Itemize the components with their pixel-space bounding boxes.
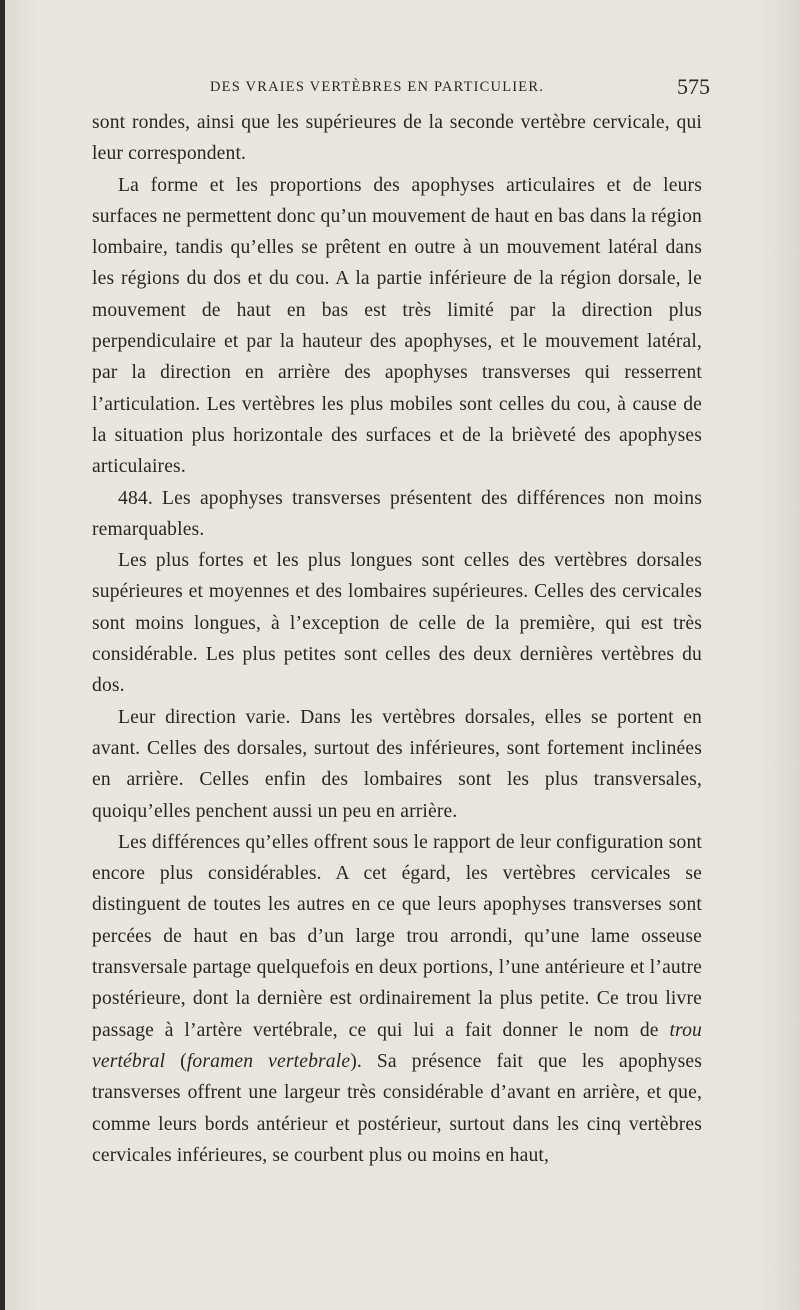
paragraph-6-text-middle: ( — [165, 1050, 187, 1072]
paragraph-6 — [92, 827, 702, 1171]
paragraph-6-text-before: Les différences qu’elles offrent sous le rapport de leur configuration sont encore plus considérables. A cet égard, les vertèbres cervicales se distinguent de toutes les autres en ce que leurs apophyses transverses sont percées de haut en bas d’un large trou arrondi, qu’une lame osseuse transversale partage quelquefois en deux portions, l’une antérieure et l’autre postérieure, dont la dernière est ordinairement la plus petite. Ce trou livre passage à l’artère vertébrale, ce qui lui a fait donner le nom de — [92, 831, 702, 1041]
page-header — [210, 74, 710, 102]
running-title: DES VRAIES VERTÈBRES EN PARTICULIER. — [210, 79, 545, 95]
term-foramen-vertebrale: foramen vertebrale — [186, 1050, 351, 1072]
paragraph-6-text-after: ). Sa présence fait que les apophyses transverses offrent une largeur très considérable d’avant en arrière, et que, comme leurs bords antérieur et postérieur, surtout dans les cinq vertèbres cervicales inférieures, se courbent plus ou moins en haut, — [92, 1050, 702, 1166]
page-number: 575 — [677, 74, 710, 99]
paragraph-2: La forme et les proportions des apophyses articulaires et de leurs surfaces ne permettent donc qu’un mouvement de haut en bas dans la région lombaire, tandis qu’elles se prêtent en outre à un mouvement latéral dans les régions du dos et du cou. A la partie inférieure de la région dorsale, le mouvement de haut en bas est très limité par la direction plus perpendiculaire et par la hauteur des apophyses, et le mouvement latéral, par la direction en arrière des apophyses transverses qui resserrent l’articulation. Les vertèbres les plus mobiles sont celles du cou, à cause de la situation plus horizontale des surfaces et de la brièveté des apophyses articulaires. — [92, 174, 702, 478]
body-text — [92, 107, 702, 1171]
paragraph-1: sont rondes, ainsi que les supérieures de la seconde vertèbre cervicale, qui leur correspondent. — [92, 112, 702, 165]
term-trou-vertebral: trou vertébral — [92, 1019, 702, 1072]
page-edge-shadow — [0, 0, 5, 1310]
paragraph-5: Leur direction varie. Dans les vertèbres dorsales, elles se portent en avant. Celles des dorsales, surtout des inférieures, sont fortement inclinées en arrière. Celles enfin des lombaires sont les plus transversales, quoiqu’elles penchent aussi un peu en arrière. — [92, 706, 702, 822]
paragraph-4: Les plus fortes et les plus longues sont celles des vertèbres dorsales supérieures et moyennes et des lombaires supérieures. Celles des cervicales sont moins longues, à l’exception de celle de la première, qui est très considérable. Les plus petites sont celles des deux dernières vertèbres du dos. — [92, 550, 702, 697]
paragraph-3: 484. Les apophyses transverses présentent des différences non moins remarquables. — [92, 487, 702, 540]
